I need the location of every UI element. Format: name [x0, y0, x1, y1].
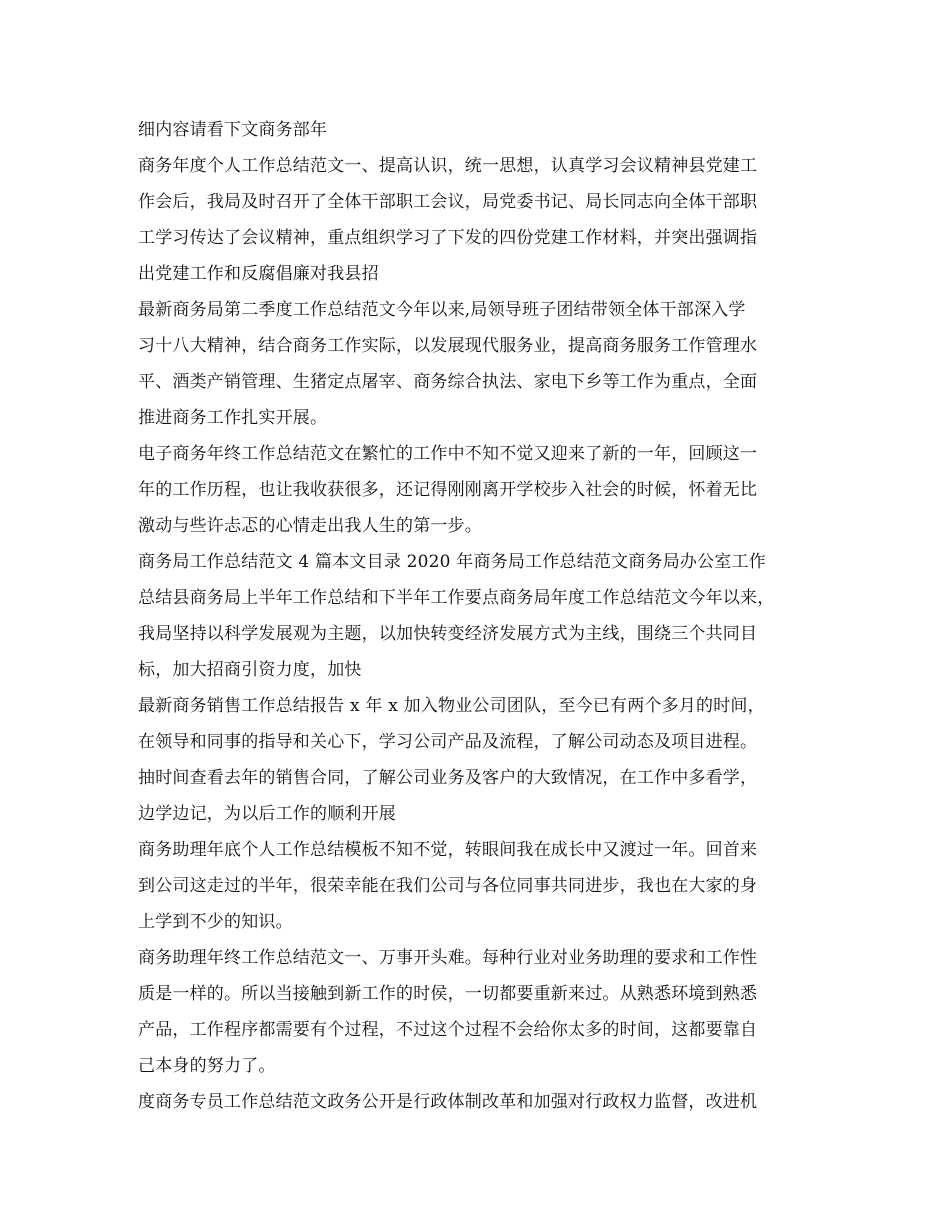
text-line: 出党建工作和反腐倡廉对我县招 [138, 264, 379, 284]
text-line: 在领导和同事的指导和关心下，学习公司产品及流程，了解公司动态及项目进程。 [138, 732, 758, 752]
text-line: 上学到不少的知识。 [138, 912, 293, 932]
text-line: 细内容请看下文商务部年 [138, 120, 328, 140]
text-line: 作会后，我局及时召开了全体干部职工会议，局党委书记、局长同志向全体干部职 [138, 192, 758, 212]
text-line: 己本身的努力了。 [138, 1056, 276, 1076]
text-line: 年的工作历程，也让我收获很多，还记得刚刚离开学校步入社会的时候，怀着无比 [138, 480, 758, 500]
text-line: 商务年度个人工作总结范文一、提高认识，统一思想，认真学习会议精神县党建工 [138, 156, 758, 176]
text-line: 我局坚持以科学发展观为主题，以加快转变经济发展方式为主线，围绕三个共同目 [138, 624, 758, 644]
text-line: 边学边记，为以后工作的顺利开展 [138, 804, 396, 824]
text-line: 商务助理年终工作总结范文一、万事开头难。每种行业对业务助理的要求和工作性 [138, 948, 758, 968]
text-line: 平、酒类产销管理、生猪定点屠宰、商务综合执法、家电下乡等工作为重点，全面 [138, 372, 758, 392]
text-line: 最新商务销售工作总结报告 x 年 x 加入物业公司团队，至今已有两个多月的时间， [138, 696, 765, 716]
text-line: 标，加大招商引资力度，加快 [138, 660, 362, 680]
text-line: 习十八大精神，结合商务工作实际，以发展现代服务业，提高商务服务工作管理水 [138, 336, 758, 356]
text-line: 工学习传达了会议精神，重点组织学习了下发的四份党建工作材料，并突出强调指 [138, 228, 758, 248]
text-line: 推进商务工作扎实开展。 [138, 408, 328, 428]
text-line: 商务助理年底个人工作总结模板不知不觉，转眼间我在成长中又渡过一年。回首来 [138, 840, 758, 860]
text-line: 电子商务年终工作总结范文在繁忙的工作中不知不觉又迎来了新的一年，回顾这一 [138, 444, 758, 464]
text-line: 度商务专员工作总结范文政务公开是行政体制改革和加强对行政权力监督，改进机 [138, 1092, 758, 1112]
text-line: 最新商务局第二季度工作总结范文今年以来,局领导班子团结带领全体干部深入学 [138, 300, 746, 320]
text-line: 抽时间查看去年的销售合同，了解公司业务及客户的大致情况，在工作中多看学， [138, 768, 758, 788]
text-line: 总结县商务局上半年工作总结和下半年工作要点商务局年度工作总结范文今年以来， [138, 588, 775, 608]
document-body [138, 112, 818, 1120]
text-line: 激动与些许忐忑的心情走出我人生的第一步。 [138, 516, 482, 536]
text-line: 商务局工作总结范文 4 篇本文目录 2020 年商务局工作总结范文商务局办公室工作 [138, 552, 766, 572]
text-line: 产品，工作程序都需要有个过程，不过这个过程不会给你太多的时间，这都要靠自 [138, 1020, 758, 1040]
text-line: 到公司这走过的半年，很荣幸能在我们公司与各位同事共同进步，我也在大家的身 [138, 876, 758, 896]
text-line: 质是一样的。所以当接触到新工作的时侯，一切都要重新来过。从熟悉环境到熟悉 [138, 984, 758, 1004]
